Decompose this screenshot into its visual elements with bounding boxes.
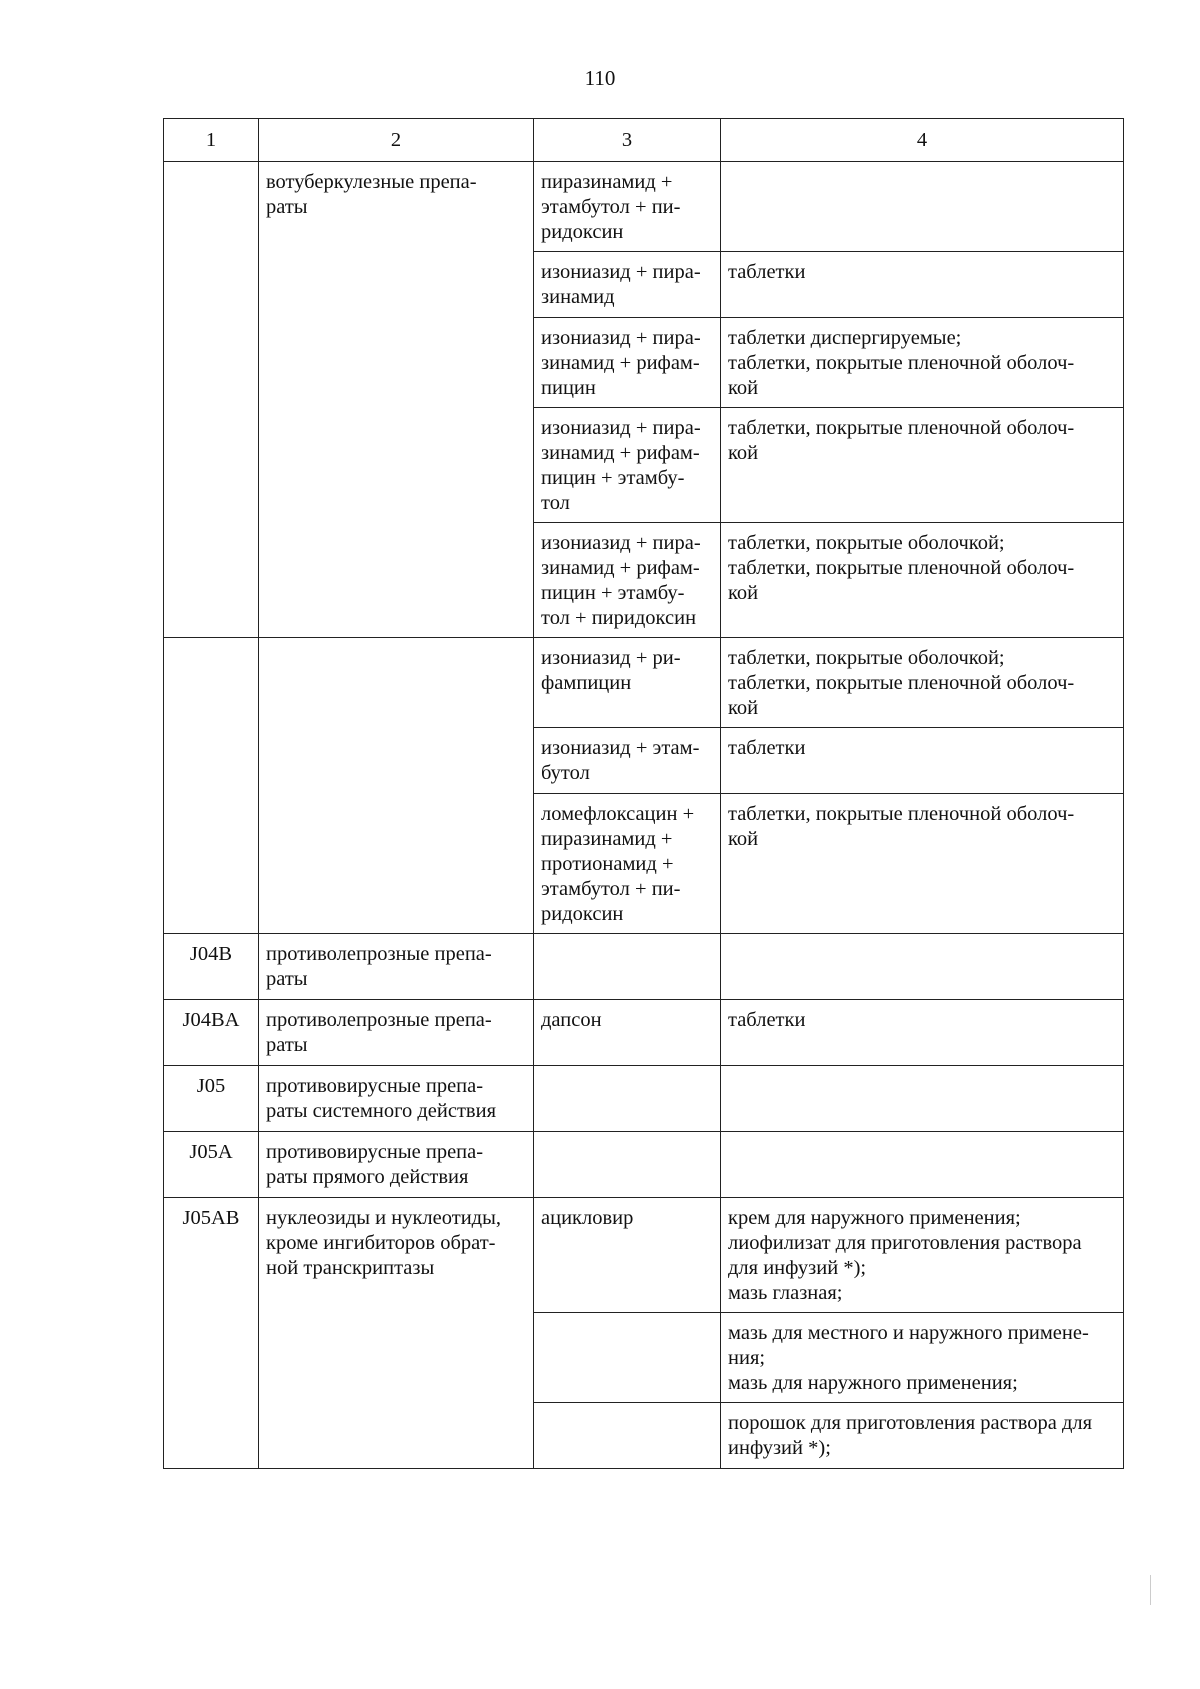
inn-cell	[534, 1000, 721, 1066]
text-line: порошок для приготовления раствора для	[728, 1412, 1093, 1434]
dosage-form-cell	[721, 638, 1124, 728]
text-line: раты системного действия	[266, 1100, 497, 1122]
group-name-cell	[259, 934, 534, 1000]
dosage-form-cell	[721, 523, 1124, 638]
text-line: раты прямого действия	[266, 1166, 469, 1188]
text-line: зинамид + рифам-	[541, 442, 700, 464]
dosage-form-cell	[721, 1198, 1124, 1313]
text-line: ной транскриптазы	[266, 1257, 435, 1279]
text-line: этамбутол + пи-	[541, 196, 681, 218]
column-header-1: 1	[164, 119, 259, 162]
text-line: таблетки, покрытые пленочной оболоч-	[728, 352, 1075, 374]
text-line: таблетки, покрытые пленочной оболоч-	[728, 803, 1075, 825]
text-line: мазь для наружного применения;	[728, 1372, 1018, 1394]
text-line: изониазид + пира-	[541, 417, 701, 439]
text-line: фампицин	[541, 672, 632, 694]
text-line: кой	[728, 442, 759, 464]
text-line: бутол	[541, 762, 590, 784]
dosage-form-cell	[721, 728, 1124, 794]
text-line: пицин + этамбу-	[541, 467, 685, 489]
inn-cell	[534, 252, 721, 318]
text-line: ния;	[728, 1347, 766, 1369]
column-header-4: 4	[721, 119, 1124, 162]
text-line: ацикловир	[541, 1207, 634, 1229]
group-name-cell	[259, 1198, 534, 1469]
table-header-row	[164, 119, 1124, 162]
dosage-form-cell	[721, 1313, 1124, 1403]
text-line: изониазид + этам-	[541, 737, 700, 759]
table-row	[164, 638, 1124, 728]
text-line: вотуберкулезные препа-	[266, 171, 477, 193]
text-line: кой	[728, 377, 759, 399]
text-line: кой	[728, 697, 759, 719]
text-line: тол	[541, 492, 570, 514]
text-line: мазь глазная;	[728, 1282, 843, 1304]
text-line: изониазид + пира-	[541, 261, 701, 283]
text-line: ридоксин	[541, 903, 624, 925]
column-header-3: 3	[534, 119, 721, 162]
dosage-form-cell	[721, 252, 1124, 318]
text-line: зинамид + рифам-	[541, 557, 700, 579]
text-line: изониазид + пира-	[541, 327, 701, 349]
text-line: противолепрозные препа-	[266, 943, 492, 965]
text-line: протионамид +	[541, 853, 674, 875]
inn-cell	[534, 934, 721, 1000]
dosage-form-cell	[721, 162, 1124, 252]
inn-cell	[534, 638, 721, 728]
inn-cell	[534, 1132, 721, 1198]
atc-code-cell: J04B	[164, 934, 259, 1000]
text-line: кроме ингибиторов обрат-	[266, 1232, 496, 1254]
drug-table	[163, 118, 1124, 1469]
text-line: кой	[728, 828, 759, 850]
text-line: противовирусные препа-	[266, 1141, 484, 1163]
text-line: для инфузий *);	[728, 1257, 867, 1279]
text-line: таблетки, покрытые пленочной оболоч-	[728, 417, 1075, 439]
text-line: таблетки	[728, 737, 806, 759]
table-row	[164, 162, 1124, 252]
text-line: пиразинамид +	[541, 828, 673, 850]
text-line: таблетки	[728, 261, 806, 283]
text-line: пицин	[541, 377, 596, 399]
inn-cell	[534, 794, 721, 934]
text-line: раты	[266, 1034, 308, 1056]
text-line: пицин + этамбу-	[541, 582, 685, 604]
text-line: ридоксин	[541, 221, 624, 243]
inn-cell	[534, 162, 721, 252]
dosage-form-cell	[721, 934, 1124, 1000]
atc-code-cell: J05AB	[164, 1198, 259, 1469]
inn-cell	[534, 1313, 721, 1403]
group-name-cell	[259, 638, 534, 934]
table-row	[164, 1198, 1124, 1313]
text-line: зинамид + рифам-	[541, 352, 700, 374]
atc-code-cell: J04BA	[164, 1000, 259, 1066]
text-line: тол + пиридоксин	[541, 607, 697, 629]
text-line: таблетки	[728, 1009, 806, 1031]
text-line: инфузий *);	[728, 1437, 831, 1459]
text-line: таблетки, покрытые оболочкой;	[728, 532, 1005, 554]
text-line: этамбутол + пи-	[541, 878, 681, 900]
table-body	[164, 162, 1124, 1469]
inn-cell	[534, 728, 721, 794]
table-row	[164, 1132, 1124, 1198]
atc-code-cell: J05A	[164, 1132, 259, 1198]
table-row	[164, 1000, 1124, 1066]
text-line: нуклеозиды и нуклеотиды,	[266, 1207, 501, 1229]
inn-cell	[534, 523, 721, 638]
dosage-form-cell	[721, 1000, 1124, 1066]
dosage-form-cell	[721, 1403, 1124, 1469]
inn-cell	[534, 408, 721, 523]
inn-cell	[534, 318, 721, 408]
text-line: зинамид	[541, 286, 615, 308]
dosage-form-cell	[721, 1066, 1124, 1132]
group-name-cell	[259, 162, 534, 638]
column-header-2: 2	[259, 119, 534, 162]
text-line: лиофилизат для приготовления раствора	[728, 1232, 1082, 1254]
text-line: таблетки, покрытые оболочкой;	[728, 647, 1005, 669]
text-line: противолепрозные препа-	[266, 1009, 492, 1031]
text-line: противовирусные препа-	[266, 1075, 484, 1097]
atc-code-cell	[164, 162, 259, 638]
page-number: 110	[584, 66, 616, 90]
inn-cell	[534, 1198, 721, 1313]
text-line: раты	[266, 968, 308, 990]
text-line: изониазид + ри-	[541, 647, 681, 669]
group-name-cell	[259, 1066, 534, 1132]
dosage-form-cell	[721, 318, 1124, 408]
table-row	[164, 1066, 1124, 1132]
text-line: раты	[266, 196, 308, 218]
text-line: таблетки диспергируемые;	[728, 327, 962, 349]
inn-cell	[534, 1403, 721, 1469]
atc-code-cell: J05	[164, 1066, 259, 1132]
text-line: крем для наружного применения;	[728, 1207, 1021, 1229]
dosage-form-cell	[721, 794, 1124, 934]
text-line: дапсон	[541, 1009, 602, 1031]
inn-cell	[534, 1066, 721, 1132]
text-line: изониазид + пира-	[541, 532, 701, 554]
table-row	[164, 934, 1124, 1000]
text-line: кой	[728, 582, 759, 604]
text-line: таблетки, покрытые пленочной оболоч-	[728, 672, 1075, 694]
atc-code-cell	[164, 638, 259, 934]
text-line: ломефлоксацин +	[541, 803, 695, 825]
text-line: таблетки, покрытые пленочной оболоч-	[728, 557, 1075, 579]
scan-artifact	[1150, 1575, 1151, 1605]
dosage-form-cell	[721, 1132, 1124, 1198]
dosage-form-cell	[721, 408, 1124, 523]
text-line: мазь для местного и наружного примене-	[728, 1322, 1089, 1344]
group-name-cell	[259, 1132, 534, 1198]
group-name-cell	[259, 1000, 534, 1066]
text-line: пиразинамид +	[541, 171, 673, 193]
